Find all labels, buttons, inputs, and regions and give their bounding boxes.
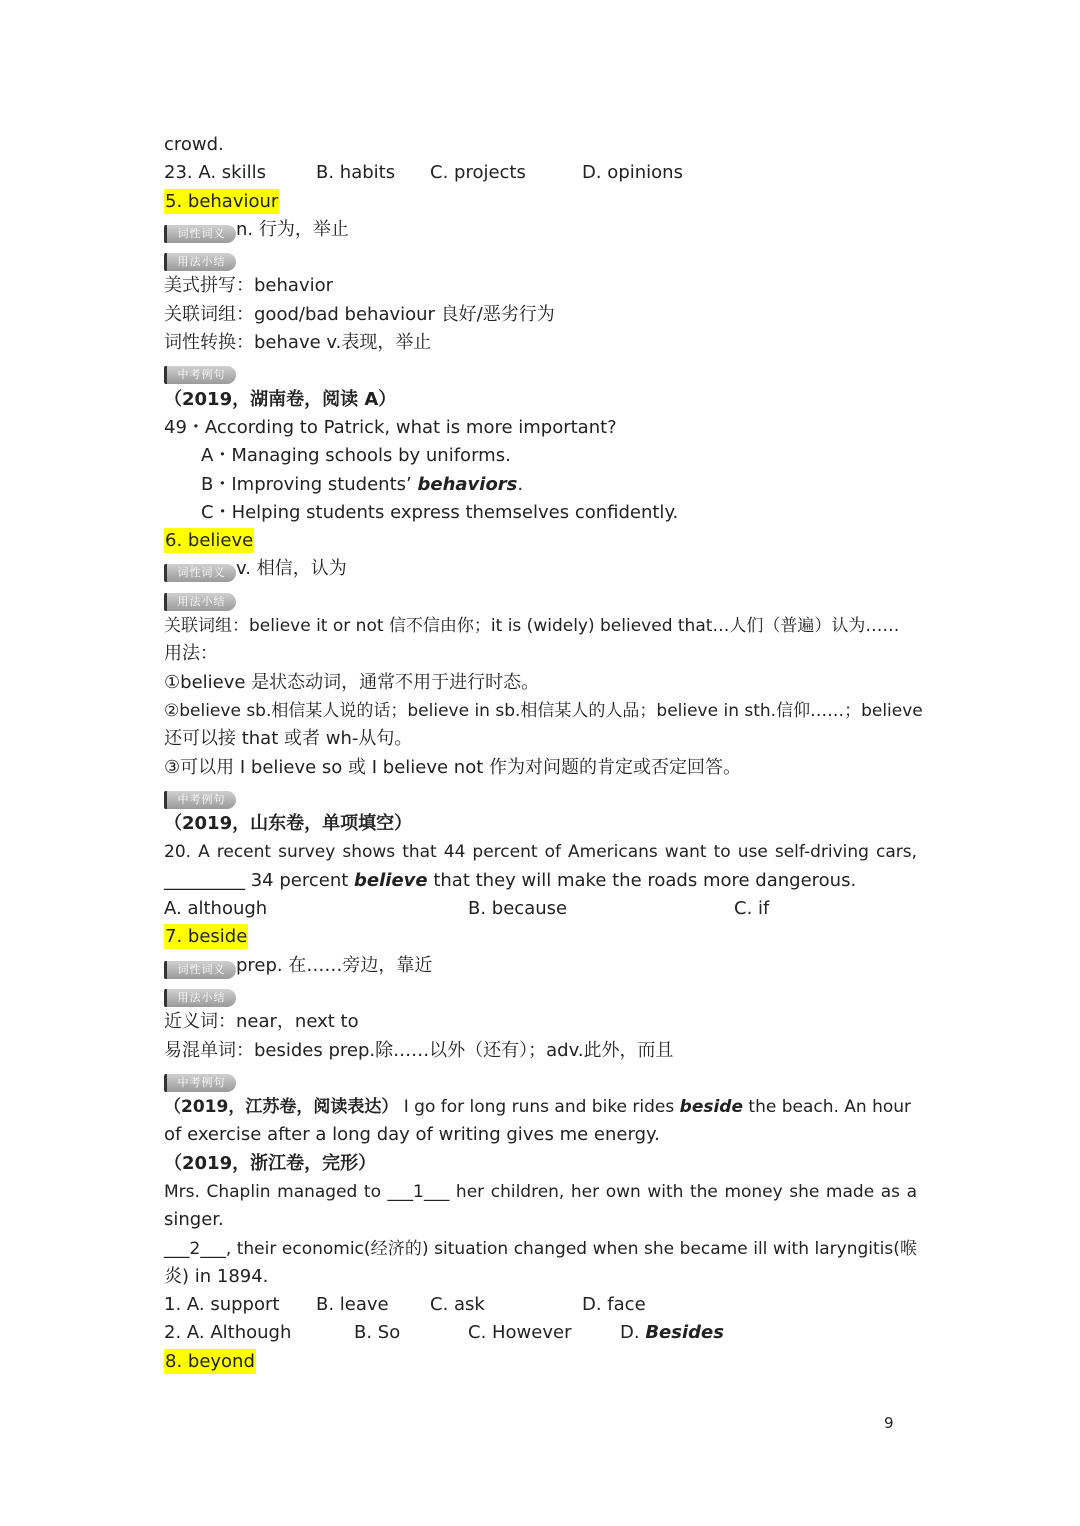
example-tag-line xyxy=(164,357,917,385)
source-line: （2019，浙江卷，完形） xyxy=(164,1152,377,1174)
word-heading: 6. believe xyxy=(165,530,254,552)
question-line: _________ 34 percent believe that they will make the roads more dangerous. xyxy=(164,869,857,891)
source-line: （2019，山东卷，单项填空） xyxy=(164,813,413,835)
text-line: 词性转换：behave v.表现，举止 xyxy=(164,332,432,354)
text-line: 还可以接 that 或者 wh-从句。 xyxy=(164,728,413,750)
document-body xyxy=(164,131,923,1376)
pos-tag-icon: 词性词义 xyxy=(164,225,236,243)
text-line: ③可以用 I believe so 或 I believe not 作为对问题的肯定或否定回答。 xyxy=(164,756,741,778)
word-heading: 7. beside xyxy=(165,926,248,948)
text-line: Mrs. Chaplin managed to ___1___ her children, her own with the money she made as a xyxy=(164,1181,917,1202)
question-1: 1. A. support B. leave C. ask D. face xyxy=(164,1294,646,1316)
source-line: （2019，江苏卷，阅读表达） I go for long runs and bike rides beside the beach. An hour xyxy=(164,1097,912,1118)
text-line: singer. xyxy=(164,1209,224,1231)
usage-tag-icon: 用法小结 xyxy=(164,253,236,271)
text-line: ①believe 是状态动词，通常不用于进行时态。 xyxy=(164,671,540,693)
page-number: 9 xyxy=(884,1414,894,1432)
text-line: 易混单词：besides prep.除……以外（还有）；adv.此外，而且 xyxy=(164,1039,674,1061)
text-line: 近义词：near，next to xyxy=(164,1011,359,1033)
example-tag-line xyxy=(164,782,917,810)
text-line: 关联词组：believe it or not 信不信由你；it is (widely) believed that…人们（普遍）认为…… xyxy=(164,616,900,637)
usage-tag-line xyxy=(164,980,917,1008)
question-line: 49・According to Patrick, what is more important? xyxy=(164,416,617,438)
question-2: 2. A. Although B. So C. However D. Besides xyxy=(164,1322,724,1344)
question-line: 20. A recent survey shows that 44 percent of Americans want to use self-driving cars, xyxy=(164,842,917,863)
text-line: crowd. xyxy=(164,134,224,155)
source-line: （2019，湖南卷，阅读 A） xyxy=(164,388,397,410)
usage-tag-icon: 用法小结 xyxy=(164,989,236,1007)
text-line: ___2___, their economic(经济的) situation changed when she became ill with laryngitis(喉 xyxy=(164,1238,917,1259)
option-line: B・Improving students’ behaviors. xyxy=(201,473,524,495)
example-tag-icon: 中考例句 xyxy=(164,366,236,384)
usage-tag-icon: 用法小结 xyxy=(164,593,236,611)
text-line: ②believe sb.相信某人说的话；believe in sb.相信某人的人品；believe in sth.信仰……；believe xyxy=(164,700,923,721)
text-line: 炎) in 1894. xyxy=(164,1265,269,1287)
text-line: of exercise after a long day of writing gives me energy. xyxy=(164,1124,660,1146)
example-tag-line xyxy=(164,1065,917,1093)
option-line: C・Helping students express themselves confidently. xyxy=(201,501,679,523)
question-23: 23. A. skills B. habits C. projects D. opinions xyxy=(164,162,683,184)
usage-tag-line xyxy=(164,584,917,612)
pos-line: 词性词义 n. 行为，举止 xyxy=(164,216,917,244)
options-line: A. although B. because C. if xyxy=(164,898,770,920)
pos-tag-icon: 词性词义 xyxy=(164,564,236,582)
pos-line: 词性词义 v. 相信，认为 xyxy=(164,555,917,583)
option-line: A・Managing schools by uniforms. xyxy=(201,445,511,467)
usage-tag-line xyxy=(164,244,917,272)
example-tag-icon: 中考例句 xyxy=(164,1074,236,1092)
pos-tag-icon: 词性词义 xyxy=(164,961,236,979)
text-line: 用法： xyxy=(164,643,218,665)
text-line: 美式拼写：behavior xyxy=(164,275,334,297)
word-heading: 5. behaviour xyxy=(165,190,279,212)
example-tag-icon: 中考例句 xyxy=(164,791,236,809)
text-line: 关联词组：good/bad behaviour 良好/恶劣行为 xyxy=(164,303,555,325)
pos-line: 词性词义 prep. 在……旁边，靠近 xyxy=(164,952,917,980)
word-heading: 8. beyond xyxy=(165,1350,255,1372)
